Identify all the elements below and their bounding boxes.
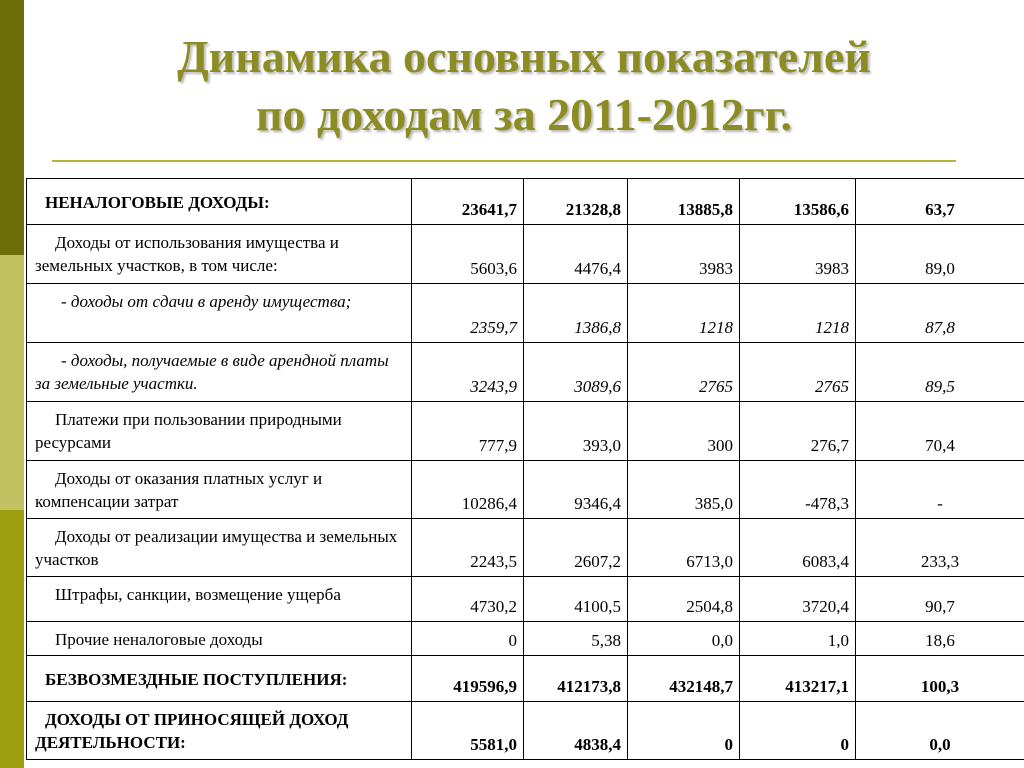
cell-2012-plan: 13885,8 <box>628 179 740 225</box>
cell-percent: 87,8 <box>856 284 1024 343</box>
cell-2012-fact: 276,7 <box>740 402 856 461</box>
cell-2012-plan: 2765 <box>628 343 740 402</box>
side-bar-bottom <box>0 510 24 768</box>
table-row <box>27 519 1024 577</box>
cell-2012-fact: 413217,1 <box>740 656 856 702</box>
cell-2011-fact: 393,0 <box>524 402 628 461</box>
row-label: Доходы от оказания платных услуг и компенсации затрат <box>27 461 412 519</box>
cell-percent: 0,0 <box>856 702 1024 760</box>
table-row <box>27 577 1024 622</box>
cell-2012-plan: 1218 <box>628 284 740 343</box>
cell-2012-plan: 300 <box>628 402 740 461</box>
table-row <box>27 702 1024 760</box>
title-underline <box>52 160 956 162</box>
row-label: Платежи при пользовании природными ресурсами <box>27 402 412 461</box>
cell-2011-fact: 2607,2 <box>524 519 628 577</box>
cell-2012-fact: 2765 <box>740 343 856 402</box>
cell-2012-plan: 6713,0 <box>628 519 740 577</box>
cell-2012-fact: 3983 <box>740 225 856 284</box>
title-line-1: Динамика основных показателей <box>177 31 871 82</box>
cell-2011-plan: 10286,4 <box>412 461 524 519</box>
cell-2011-plan: 0 <box>412 622 524 656</box>
cell-2012-fact: 13586,6 <box>740 179 856 225</box>
row-label: Доходы от реализации имущества и земельных участков <box>27 519 412 577</box>
cell-percent: 89,5 <box>856 343 1024 402</box>
cell-percent: 70,4 <box>856 402 1024 461</box>
cell-2011-plan: 4730,2 <box>412 577 524 622</box>
cell-2011-plan: 2243,5 <box>412 519 524 577</box>
cell-percent: 89,0 <box>856 225 1024 284</box>
row-label: - доходы от сдачи в аренду имущества; <box>27 284 412 343</box>
slide-title <box>24 28 1024 144</box>
cell-percent: 233,3 <box>856 519 1024 577</box>
table-row <box>27 622 1024 656</box>
table-row <box>27 656 1024 702</box>
revenue-table <box>26 178 1024 760</box>
table-row <box>27 284 1024 343</box>
cell-2011-fact: 3089,6 <box>524 343 628 402</box>
row-label: БЕЗВОЗМЕЗДНЫЕ ПОСТУПЛЕНИЯ: <box>27 656 412 702</box>
cell-percent: 18,6 <box>856 622 1024 656</box>
cell-2011-plan: 2359,7 <box>412 284 524 343</box>
cell-2011-plan: 3243,9 <box>412 343 524 402</box>
cell-percent: 63,7 <box>856 179 1024 225</box>
row-label: ДОХОДЫ ОТ ПРИНОСЯЩЕЙ ДОХОД ДЕЯТЕЛЬНОСТИ: <box>27 702 412 760</box>
cell-2011-fact: 4838,4 <box>524 702 628 760</box>
cell-2012-plan: 0 <box>628 702 740 760</box>
table-row <box>27 402 1024 461</box>
cell-2012-fact: 1218 <box>740 284 856 343</box>
table-row <box>27 461 1024 519</box>
cell-2011-fact: 5,38 <box>524 622 628 656</box>
cell-2011-plan: 23641,7 <box>412 179 524 225</box>
cell-2012-fact: 0 <box>740 702 856 760</box>
cell-2011-fact: 9346,4 <box>524 461 628 519</box>
cell-2011-fact: 1386,8 <box>524 284 628 343</box>
cell-2012-plan: 0,0 <box>628 622 740 656</box>
side-bar-middle <box>0 255 24 510</box>
table-row <box>27 343 1024 402</box>
cell-2011-plan: 5603,6 <box>412 225 524 284</box>
cell-2011-fact: 412173,8 <box>524 656 628 702</box>
cell-2012-plan: 3983 <box>628 225 740 284</box>
cell-2011-fact: 4100,5 <box>524 577 628 622</box>
row-label: - доходы, получаемые в виде арендной платы за земельные участки. <box>27 343 412 402</box>
cell-2011-fact: 21328,8 <box>524 179 628 225</box>
side-bar-top <box>0 0 24 255</box>
cell-percent: 100,3 <box>856 656 1024 702</box>
row-label: Прочие неналоговые доходы <box>27 622 412 656</box>
cell-2012-plan: 2504,8 <box>628 577 740 622</box>
table-row <box>27 225 1024 284</box>
title-line-2: по доходам за 2011-2012гг. <box>255 89 792 140</box>
cell-2011-plan: 5581,0 <box>412 702 524 760</box>
cell-percent: - <box>856 461 1024 519</box>
cell-2012-fact: 1,0 <box>740 622 856 656</box>
cell-2012-plan: 385,0 <box>628 461 740 519</box>
cell-2012-fact: 6083,4 <box>740 519 856 577</box>
cell-2011-plan: 777,9 <box>412 402 524 461</box>
table-row <box>27 179 1024 225</box>
cell-2012-fact: 3720,4 <box>740 577 856 622</box>
row-label: НЕНАЛОГОВЫЕ ДОХОДЫ: <box>27 179 412 225</box>
cell-2012-fact: -478,3 <box>740 461 856 519</box>
cell-percent: 90,7 <box>856 577 1024 622</box>
row-label: Штрафы, санкции, возмещение ущерба <box>27 577 412 622</box>
cell-2011-fact: 4476,4 <box>524 225 628 284</box>
cell-2012-plan: 432148,7 <box>628 656 740 702</box>
cell-2011-plan: 419596,9 <box>412 656 524 702</box>
row-label: Доходы от использования имущества и земельных участков, в том числе: <box>27 225 412 284</box>
